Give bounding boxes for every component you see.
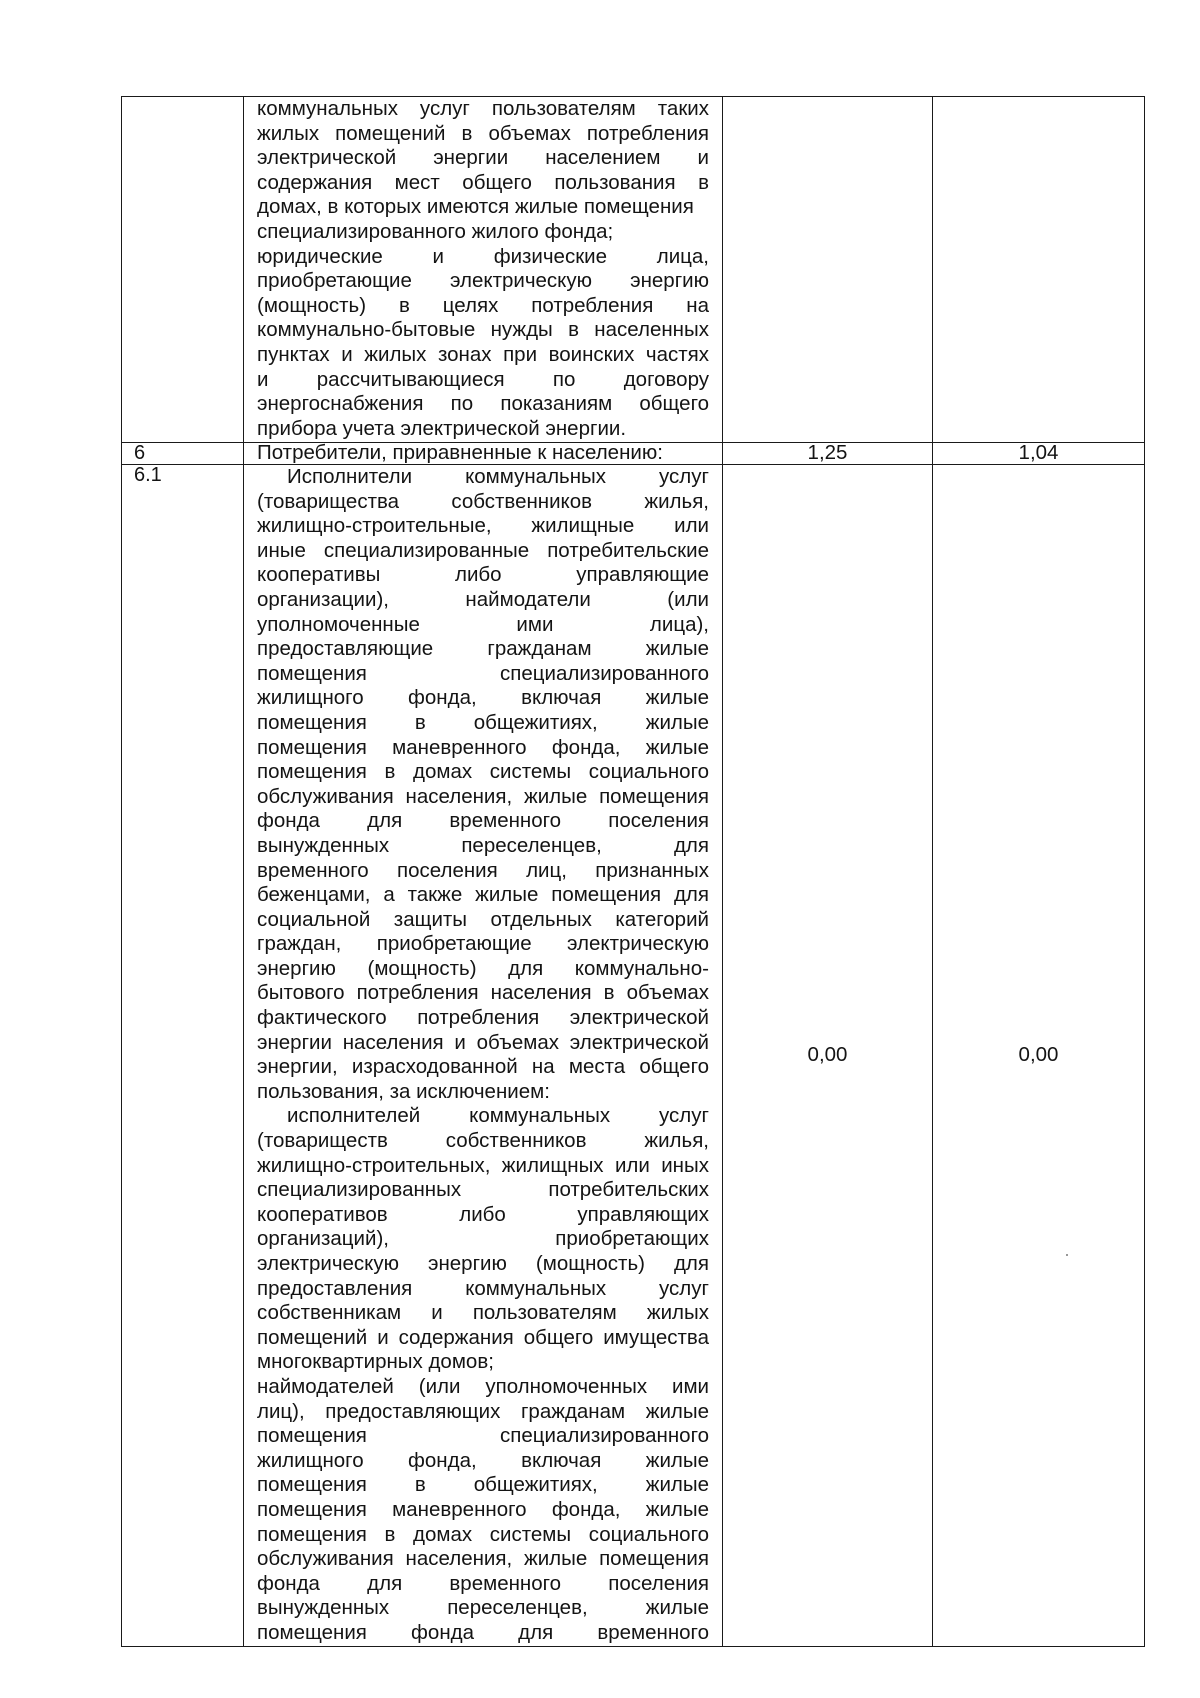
value-cell-2 bbox=[933, 97, 1145, 443]
description-line: жилых помещений в объемах потребления bbox=[257, 121, 709, 145]
description-line: уполномоченные ими лица), bbox=[257, 612, 709, 636]
description-line: жилищного фонда, включая жилые bbox=[257, 686, 709, 710]
description-line: энергоснабжения по показаниям общего bbox=[257, 392, 709, 416]
table-row bbox=[122, 97, 1145, 443]
description-line: жилищно-строительных, жилищных или иных bbox=[257, 1153, 709, 1177]
description-line: содержания мест общего пользования в bbox=[257, 170, 709, 194]
description-line: Потребители, приравненные к населению: bbox=[257, 441, 663, 464]
row-number bbox=[122, 97, 244, 443]
description-line: фонда для временного поселения bbox=[257, 1571, 709, 1595]
description-line: лиц), предоставляющих гражданам жилые bbox=[257, 1399, 709, 1423]
description-line: помещения специализированного bbox=[257, 1424, 709, 1448]
description-line: предоставления коммунальных услуг bbox=[257, 1276, 709, 1300]
description-line: специализированных потребительских bbox=[257, 1178, 709, 1202]
scan-speck bbox=[1066, 1254, 1068, 1256]
description-line: организаций), приобретающих bbox=[257, 1227, 709, 1251]
description-line: социальной защиты отдельных категорий bbox=[257, 907, 709, 931]
description-line: кооперативов либо управляющих bbox=[257, 1202, 709, 1226]
row-description bbox=[244, 97, 723, 443]
description-line: фонда для временного поселения bbox=[257, 809, 709, 833]
description-line: временного поселения лиц, признанных bbox=[257, 858, 709, 882]
table-row bbox=[122, 443, 1145, 465]
description-line: (товариществ собственников жилья, bbox=[257, 1129, 709, 1153]
description-line: специализированного жилого фонда; bbox=[257, 219, 614, 243]
value-cell-2: 1,04 bbox=[933, 443, 1145, 465]
description-line: организации), наймодатели (или bbox=[257, 587, 709, 611]
description-line: прибора учета электрической энергии. bbox=[257, 416, 627, 440]
description-line: помещения в домах системы социального bbox=[257, 760, 709, 784]
description-line: фактического потребления электрической bbox=[257, 1006, 709, 1030]
description-line: исполнителей коммунальных услуг bbox=[287, 1104, 709, 1128]
description-line: помещения в домах системы социального bbox=[257, 1522, 709, 1546]
description-line: помещений и содержания общего имущества bbox=[257, 1325, 709, 1349]
description-line: беженцами, а также жилые помещения для bbox=[257, 883, 709, 907]
row-description bbox=[244, 465, 723, 1647]
description-line: вынужденных переселенцев, жилые bbox=[257, 1596, 709, 1620]
description-line: домах, в которых имеются жилые помещения bbox=[257, 195, 694, 219]
description-line: энергии, израсходованной на места общего bbox=[257, 1055, 709, 1079]
row-number: 6.1 bbox=[122, 465, 244, 1647]
description-line: помещения фонда для временного bbox=[257, 1620, 709, 1644]
description-line: пунктах и жилых зонах при воинских частях bbox=[257, 342, 709, 366]
description-line: приобретающие электрическую энергию bbox=[257, 269, 709, 293]
description-line: энергии населения и объемах электрической bbox=[257, 1030, 709, 1054]
description-line: наймодателей (или уполномоченных ими bbox=[257, 1374, 709, 1398]
row-description bbox=[244, 443, 723, 465]
description-line: обслуживания населения, жилые помещения bbox=[257, 784, 709, 808]
description-line: помещения маневренного фонда, жилые bbox=[257, 1497, 709, 1521]
description-line: юридические и физические лица, bbox=[257, 244, 709, 268]
tariff-table bbox=[121, 96, 1145, 1647]
description-line: (мощность) в целях потребления на bbox=[257, 293, 709, 317]
description-line: жилищного фонда, включая жилые bbox=[257, 1448, 709, 1472]
description-line: вынужденных переселенцев, для bbox=[257, 833, 709, 857]
value-cell-1: 1,25 bbox=[723, 443, 933, 465]
description-line: жилищно-строительные, жилищные или bbox=[257, 514, 709, 538]
description-line: помещения специализированного bbox=[257, 661, 709, 685]
description-line: коммунально-бытовые нужды в населенных bbox=[257, 318, 709, 342]
description-line: кооперативы либо управляющие bbox=[257, 563, 709, 587]
value-cell-1 bbox=[723, 97, 933, 443]
row-number: 6 bbox=[122, 443, 244, 465]
description-line: иные специализированные потребительские bbox=[257, 538, 709, 562]
description-line: многоквартирных домов; bbox=[257, 1350, 494, 1374]
value-cell-1: 0,00 bbox=[723, 465, 933, 1647]
description-line: помещения маневренного фонда, жилые bbox=[257, 735, 709, 759]
description-line: и рассчитывающиеся по договору bbox=[257, 367, 709, 391]
description-line: граждан, приобретающие электрическую bbox=[257, 932, 709, 956]
description-line: энергию (мощность) для коммунально- bbox=[257, 956, 709, 980]
description-line: помещения в общежитиях, жилые bbox=[257, 710, 709, 734]
description-line: Исполнители коммунальных услуг bbox=[287, 465, 709, 488]
description-line: (товарищества собственников жилья, bbox=[257, 489, 709, 513]
description-line: пользования, за исключением: bbox=[257, 1079, 550, 1103]
value-cell-2: 0,00 bbox=[933, 465, 1145, 1647]
description-line: бытового потребления населения в объемах bbox=[257, 981, 709, 1005]
description-line: электрической энергии населением и bbox=[257, 146, 709, 170]
description-line: обслуживания населения, жилые помещения bbox=[257, 1547, 709, 1571]
description-line: предоставляющие гражданам жилые bbox=[257, 637, 709, 661]
description-line: коммунальных услуг пользователям таких bbox=[257, 97, 709, 120]
table-row bbox=[122, 465, 1145, 1647]
description-line: электрическую энергию (мощность) для bbox=[257, 1252, 709, 1275]
description-line: помещения в общежитиях, жилые bbox=[257, 1473, 709, 1497]
description-line: собственникам и пользователям жилых bbox=[257, 1301, 709, 1325]
